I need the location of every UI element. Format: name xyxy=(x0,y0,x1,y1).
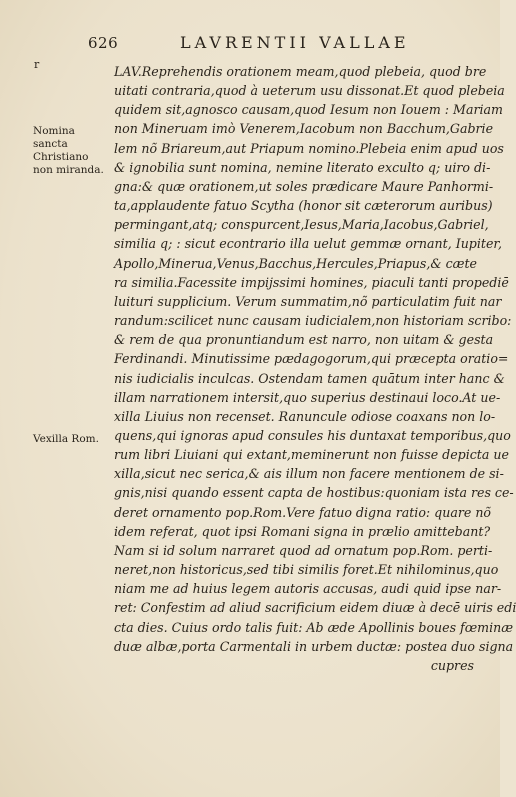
page-number: 626 xyxy=(88,34,119,52)
text-line: gnis,nisi quando essent capta de hostibus:quoniam ista res ce- xyxy=(114,485,514,501)
text-line: deret ornamento pop.Rom.Vere fatuo digna ratio: quare nõ xyxy=(114,504,492,520)
text-line: Nam si id solum narraret quod ad ornatum pop.Rom. perti- xyxy=(114,542,493,558)
text-line: ra similia.Facessite impijssimi homines, piaculi tanti propediē xyxy=(114,274,509,290)
text-line: lem nõ Briareum,aut Priapum nomino.Plebeia enim apud uos xyxy=(114,140,504,156)
text-line: uitati contraria,quod à ueterum usu dissonat.Et quod plebeia xyxy=(114,83,505,99)
text-line: xilla Liuius non recenset. Ranuncule odiose coaxans non lo- xyxy=(114,408,496,424)
text-line: ta,applaudente fatuo Scytha (honor sit cæterorum auribus) xyxy=(114,198,493,214)
corner-mark: r xyxy=(34,58,40,71)
text-line: similia q; : sicut econtrario illa uelut gemmæ ornant, Iupiter, xyxy=(114,236,503,252)
text-line: rum libri Liuiani qui extant,meminerunt non fuisse depicta ue xyxy=(114,447,509,463)
margin-note-nomina: Nomina sancta Christiano non miranda. xyxy=(33,125,104,176)
text-line: niam me ad huius legem autoris accusas, audi quid ipse nar- xyxy=(114,581,502,597)
text-line: nis iudicialis inculcas. Ostendam tamen quātum inter hanc & xyxy=(114,370,505,386)
text-line: & ignobilia sunt nomina, nemine literato exculto q; uiro di- xyxy=(114,159,491,175)
text-line: LAV.Reprehendis orationem meam,quod plebeia, quod bre xyxy=(114,64,487,79)
text-line: quidem sit,agnosco causam,quod Iesum non Iouem : Mariam xyxy=(114,102,503,118)
margin-note-vexilla: Vexilla Rom. xyxy=(33,433,99,445)
text-line: illam narrationem intersit,quo superius destinaui loco.At ue- xyxy=(114,389,501,405)
text-line: luituri supplicium. Verum summatim,nõ particulatim fuit nar xyxy=(114,293,502,309)
text-line: duæ albæ,porta Carmentali in urbem ductæ: postea duo signa xyxy=(114,638,514,654)
text-line: neret,non historicus,sed tibi similis foret.Et nihilominus,quo xyxy=(114,562,499,578)
text-line: permingant,atq; conspurcent,Iesus,Maria,Iacobus,Gabriel, xyxy=(114,217,489,233)
text-line: quens,qui ignoras apud consules his duntaxat temporibus,quo xyxy=(114,427,511,443)
text-line: idem referat, quot ipsi Romani signa in prælio amittebant? xyxy=(114,523,491,539)
running-head: LAVRENTII VALLAE xyxy=(180,33,410,52)
body-text xyxy=(114,62,516,675)
text-line: cupres xyxy=(430,657,474,673)
text-line: randum:scilicet nunc causam iudicialem,non historiam scribo: xyxy=(114,313,512,329)
text-line: Apollo,Minerua,Venus,Bacchus,Hercules,Priapus,& cæte xyxy=(114,255,477,271)
text-line: ret: Confestim ad aliud sacrificium eidem diuæ à decē uiris edi xyxy=(114,600,516,616)
text-line: cta dies. Cuius ordo talis fuit: Ab æde Apollinis boues fœminæ xyxy=(114,619,514,635)
text-line: gna:& quæ orationem,ut soles prædicare Maure Panhormi- xyxy=(114,178,494,194)
text-line: non Mineruam imò Venerem,Iacobum non Bacchum,Gabrie xyxy=(114,121,494,137)
text-line: & rem de qua pronuntiandum est narro, non uitam & gesta xyxy=(114,332,494,348)
text-line: Ferdinandi. Minutissime pædagogorum,qui præcepta oratio= xyxy=(114,351,509,367)
text-line: xilla,sicut nec serica,& ais illum non facere mentionem de si- xyxy=(114,466,504,482)
